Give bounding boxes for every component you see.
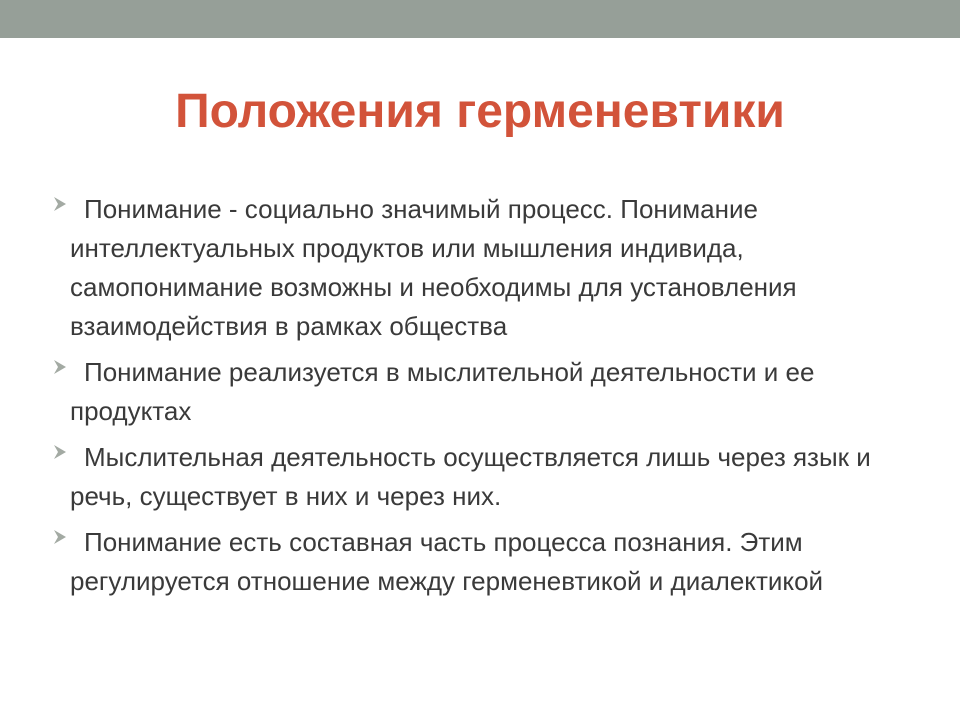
slide-title: Положения герменевтики [175,85,785,138]
arrowhead-bullet-icon [50,524,70,550]
bullet-text: Понимание реализуется в мыслительной деятельности и ее продуктах [70,357,815,426]
bullet-item [70,523,920,601]
bullet-item [70,353,920,431]
bullet-list [70,190,920,608]
top-accent-bar [0,0,960,38]
arrowhead-bullet-icon [50,191,70,217]
bullet-text: Понимание - социально значимый процесс. Понимание интеллектуальных продуктов или мышления индивида, самопонимание возможны и необходимы для установления взаимодействия в рамках общества [70,194,797,341]
arrowhead-bullet-icon [50,354,70,380]
bullet-item [70,190,920,346]
bullet-text: Мыслительная деятельность осуществляется лишь через язык и речь, существует в них и через них. [70,442,871,511]
arrowhead-bullet-icon [50,439,70,465]
bullet-item [70,438,920,516]
bullet-text: Понимание есть составная часть процесса познания. Этим регулируется отношение между герменевтикой и диалектикой [70,527,824,596]
